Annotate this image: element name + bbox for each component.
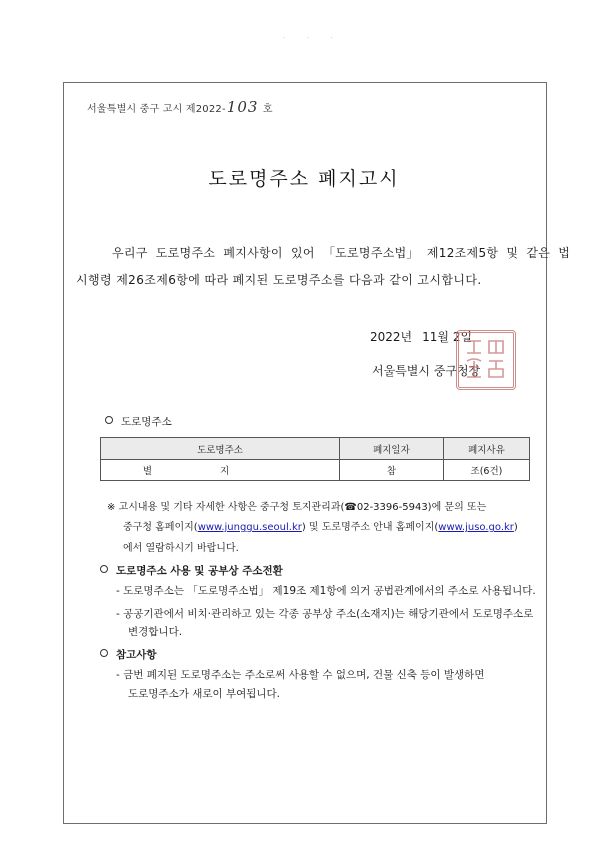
table-cell: 참 [340,460,444,481]
note-line-1: ※ 고시내용 및 기타 자세한 사항은 중구청 토지관리과(☎02-3396-5943)에 문의 또는 [107,502,487,513]
section-heading-usage [100,563,283,578]
document-title: 도로명주소 폐지고시 [208,168,400,190]
note-text: ) 및 도로명주소 안내 홈페이지( [301,522,439,533]
section-heading-reference [100,647,157,662]
table-header-cell: 폐지일자 [340,438,444,460]
usage-item-2-continued: 변경합니다. [128,626,183,638]
address-table [100,437,530,481]
circle-bullet-icon [100,649,108,657]
table-cell: 조(6건) [443,460,529,481]
notice-number [87,98,273,116]
body-paragraph-line-2: 시행령 제26조제6항에 따라 폐지된 도로명주소를 다음과 같이 고시합니다. [76,273,482,287]
usage-item-2: - 공공기관에서 비치·관리하고 있는 각종 공부상 주소(소재지)는 해당기관에서 도로명주소로 [116,608,534,620]
note-text: 중구청 홈페이지( [123,522,198,533]
junggu-homepage-link[interactable]: www.junggu.seoul.kr [197,522,302,533]
note-text: ) [513,522,518,533]
circle-bullet-icon [100,565,108,573]
section-heading-text: 참고사항 [116,649,157,661]
table-cell: 별지 [101,460,340,481]
section-heading-text: 도로명주소 사용 및 공부상 주소전환 [116,565,283,577]
reference-item-1-continued: 도로명주소가 새로이 부여됩니다. [128,688,281,700]
notice-number-prefix: 서울특별시 중구 고시 제2022- [87,104,226,115]
handwritten-number: 103 [226,98,259,116]
section-heading-text: 도로명주소 [121,416,172,428]
scan-artifact-dots: · · · [283,35,343,42]
section-heading-address [105,414,172,429]
note-line-3: 에서 열람하시기 바랍니다. [123,543,239,554]
table-header-cell: 도로명주소 [101,438,340,460]
note-line-2 [123,518,518,533]
reference-item-1: - 금번 폐지된 도로명주소는 주소로써 사용할 수 없으며, 건물 신축 등이 발생하면 [116,669,485,681]
table-header-row [101,438,530,460]
notice-number-suffix: 호 [262,104,273,115]
juso-homepage-link[interactable]: www.juso.go.kr [438,522,514,533]
usage-item-1: - 도로명주소는 「도로명주소법」 제19조 제1항에 의거 공법관계에서의 주소로 사용됩니다. [116,585,536,597]
official-seal-icon [456,330,516,390]
issuer-name: 서울특별시 중구청장 [372,364,481,378]
body-paragraph-line-1: 우리구 도로명주소 폐지사항이 있어 「도로명주소법」 제12조제5항 및 같은 법 [112,246,571,260]
table-row [101,460,530,481]
issue-year: 2022년 [370,330,413,344]
issue-month-day: 11월 2일 [422,330,473,344]
table-header-cell: 폐지사유 [443,438,529,460]
circle-bullet-icon [105,416,113,424]
